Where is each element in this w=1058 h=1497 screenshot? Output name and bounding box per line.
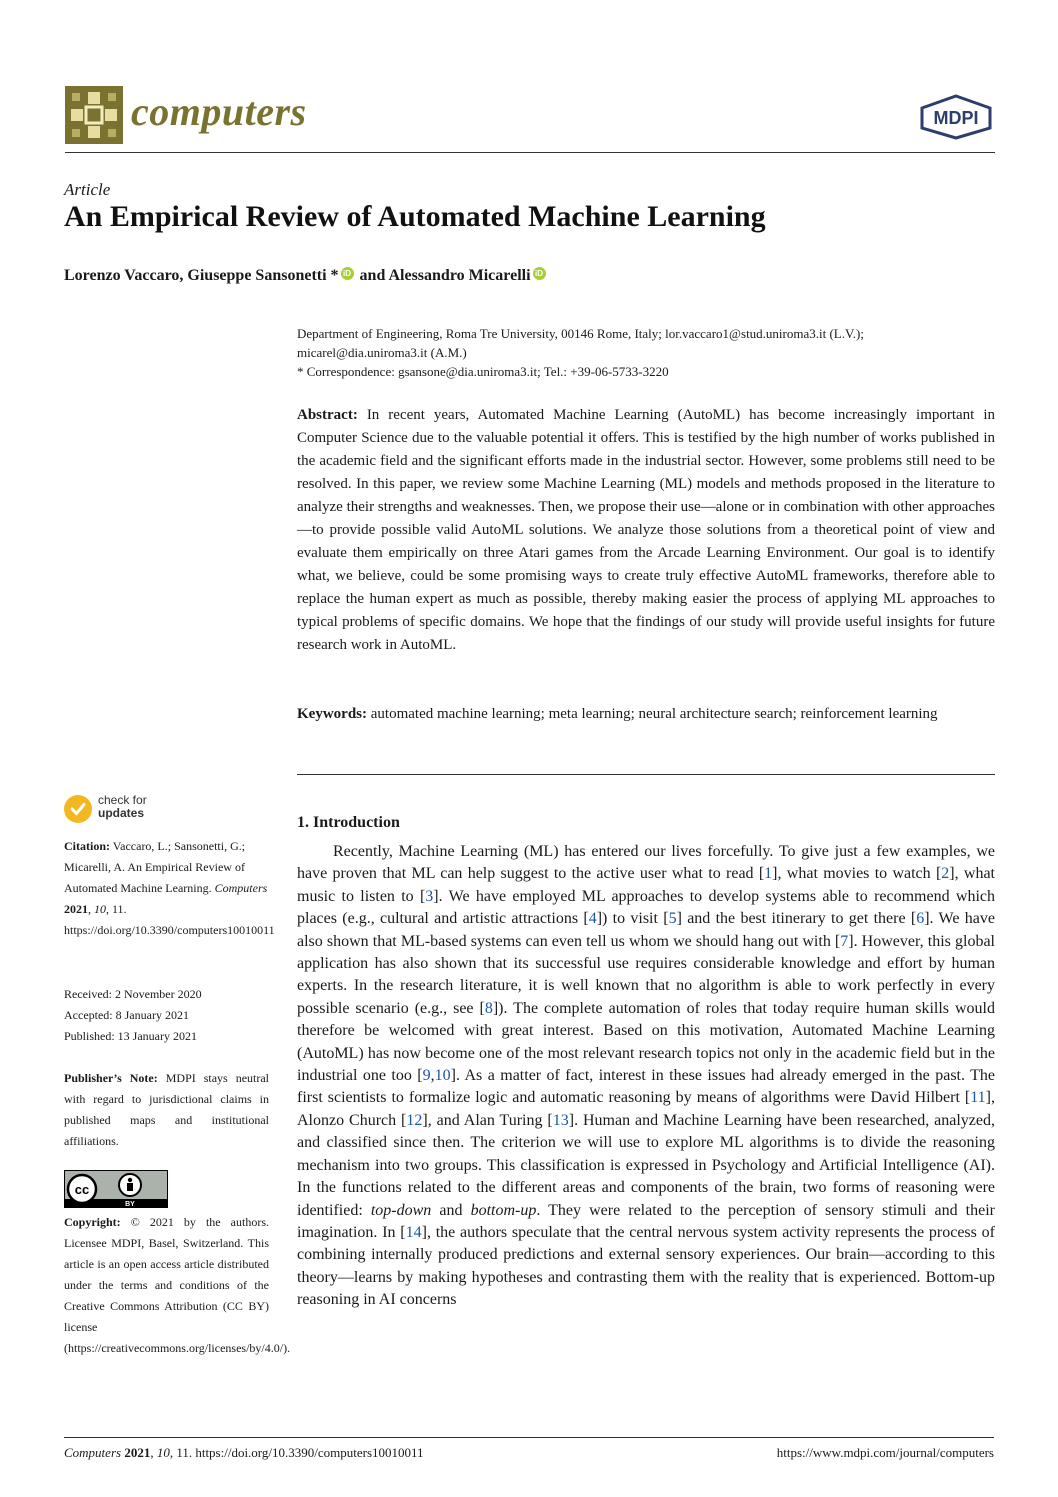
journal-name: computers xyxy=(131,89,307,134)
citation-journal: Computers xyxy=(214,881,268,895)
citation-doi[interactable]: , 11. https://doi.org/10.3390/computers10010011 xyxy=(64,902,275,937)
journal-logo xyxy=(65,86,123,144)
citation-link[interactable]: 12 xyxy=(406,1111,423,1129)
citation-link[interactable]: 7 xyxy=(840,932,849,950)
intro-text: , xyxy=(430,1067,435,1085)
citation-link[interactable]: 13 xyxy=(552,1111,569,1129)
intro-text: and xyxy=(431,1201,471,1219)
intro-text: ], and Alan Turing [ xyxy=(422,1111,553,1129)
copyright-block xyxy=(64,1212,291,1359)
citation-block: Citation: Vaccaro, L.; Sansonetti, G.; Micarelli, A. An Empirical Review of Automated Machine Learning. Computers 2021, 10, 11. https://doi.org/10.3390/computers10010011 xyxy=(64,839,275,937)
correspondence: * Correspondence: gsansone@dia.uniroma3.it; Tel.: +39-06-5733-3220 xyxy=(297,364,669,379)
publisher-name: MDPI xyxy=(933,108,979,128)
footer-citation: Computers 2021, 10, 11. https://doi.org/10.3390/computers10010011 xyxy=(64,1445,424,1460)
citation-text: Vaccaro, L.; Sansonetti, G.; Micarelli, A. An Empirical Review of Automated Machine Learning. xyxy=(64,839,246,895)
published-date: Published: 13 January 2021 xyxy=(64,1029,197,1043)
header-divider xyxy=(65,152,995,153)
check-for-updates-button[interactable] xyxy=(64,793,174,825)
intro-emphasis: bottom-up xyxy=(470,1201,537,1219)
citation-link[interactable]: 8 xyxy=(484,999,493,1017)
footer-journal-url[interactable]: https://www.mdpi.com/journal/computers xyxy=(776,1445,994,1460)
intro-text: ]) to visit [ xyxy=(596,910,669,928)
intro-text: Recently, Machine Learning (ML) has entered our lives forcefully. To give just a few examples, we have proven that ML can help suggest to the active user what to read [ xyxy=(297,843,995,883)
pubnote-text: MDPI stays neutral with regard to jurisdictional claims in published maps and institutional affiliations. xyxy=(64,1071,270,1148)
citation-link[interactable]: 9 xyxy=(422,1067,431,1085)
intro-text: ], what movies to watch [ xyxy=(772,865,942,883)
intro-text: ]. Human and Machine Learning have been researched, analyzed, and classified since then. The criterion we will use to explore ML algorithms is to divide the reasoning mechanism into two groups. This classification is expressed in Psychology and Artificial Intelligence (AI). In the functions related to the different areas and components of the brain, two forms of reasoning were identified: xyxy=(297,1111,996,1219)
author-names-2: and Alessandro Micarelli xyxy=(359,267,531,284)
intro-text: ]). The complete automation of roles that today require human skills would therefore be welcomed with great interest. Based on this motivation, Automated Machine Learning (AutoML) has now become one of the most relevant research topics not only in the academic field but in the industrial one too [ xyxy=(297,999,995,1085)
footer-year: 2021 xyxy=(124,1445,151,1460)
checkmark-icon xyxy=(64,795,92,823)
citation-link[interactable]: 6 xyxy=(916,910,925,928)
intro-text: ]. We have employed ML approaches to develop systems able to recommend which places (e.g., cultural and artistic attractions [ xyxy=(297,887,995,928)
orcid-icon[interactable]: iD xyxy=(533,267,546,280)
introduction-paragraph xyxy=(297,841,995,1312)
intro-emphasis: top-down xyxy=(370,1201,432,1219)
pubnote-label: Publisher’s Note: xyxy=(64,1071,158,1085)
copyright-label: Copyright: xyxy=(64,1215,121,1229)
citation-link[interactable]: 4 xyxy=(588,910,597,928)
footer-volume: 10 xyxy=(156,1445,170,1460)
citation-link[interactable]: 10 xyxy=(434,1067,451,1085)
cc-by-icon xyxy=(65,1171,167,1207)
accepted-date: Accepted: 8 January 2021 xyxy=(64,1008,189,1022)
intro-text: . They were related to the perception of sensory stimuli and their imagination. In [ xyxy=(297,1201,995,1241)
footer-doi[interactable]: , 11. https://doi.org/10.3390/computers10010011 xyxy=(169,1445,424,1460)
copyright-text: © 2021 by the authors. Licensee MDPI, Basel, Switzerland. This article is an open access article distributed under the terms and conditions of the Creative Commons Attribution (CC BY) license (https://creativecommons.org/licenses/by/4.0/). xyxy=(64,1215,291,1355)
svg-text:BY: BY xyxy=(125,1201,135,1207)
received-date: Received: 2 November 2020 xyxy=(64,987,202,1001)
intro-text: ]. We have also shown that ML-based systems can even tell us whom we should hang out with [ xyxy=(297,910,995,950)
mdpi-logo xyxy=(918,94,994,140)
abstract-label: Abstract: xyxy=(297,407,358,423)
citation-label: Citation: xyxy=(64,839,110,853)
mdpi-logo-icon xyxy=(918,94,994,140)
abstract-text: In recent years, Automated Machine Learning (AutoML) has become increasingly important in Computer Science due to the valuable potential it offers. This is testified by the high number of works published in the academic field and the significant efforts made in the industrial sector. However, some problems still need to be resolved. In this paper, we review some Machine Learning (ML) models and methods proposed in the literature to analyze their strengths and weaknesses. Then, we propose their use—alone or in combination with other approaches—to provide possible valid AutoML solutions. We analyze those solutions from a theoretical point of view and evaluate them empirically on three Atari games from the Arcade Learning Environment. Our goal is to identify what, we believe, could be some promising ways to create truly effective AutoML frameworks, therefore able to replace the human expert as much as possible, thereby making easier the process of applying ML approaches to typical problems of specific domains. We hope that the findings of our study will provide useful insights for future research work in AutoML. xyxy=(297,407,995,653)
footer-journal: Computers xyxy=(64,1445,122,1460)
intro-text: ], what music to listen to [ xyxy=(297,865,996,905)
affiliation: Department of Engineering, Roma Tre University, 00146 Rome, Italy; lor.vaccaro1@stud.uniroma3.it (L.V.); micarel@dia.uniroma3.it (A.M.) xyxy=(297,326,864,360)
citation-year: 2021 xyxy=(64,902,88,916)
article-type: Article xyxy=(64,180,111,199)
check-updates-line2: updates xyxy=(98,806,145,820)
intro-text: ] and the best itinerary to get there [ xyxy=(676,910,917,928)
intro-text: ]. However, this global application has also shown that its successful use requires considerable knowledge and effort by human experts. In the research literature, it is well known that no algorithm is able to work perfectly in every possible scenario (e.g., see [ xyxy=(297,932,995,1017)
keywords-text: automated machine learning; meta learning; neural architecture search; reinforcement learning xyxy=(370,706,938,722)
citation-link[interactable]: 5 xyxy=(668,910,677,928)
cc-by-license-badge[interactable] xyxy=(64,1170,168,1208)
citation-link[interactable]: 1 xyxy=(764,865,773,883)
section-heading-introduction: 1. Introduction xyxy=(297,814,400,831)
citation-link[interactable]: 3 xyxy=(425,887,434,905)
journal-logo-icon xyxy=(65,86,123,144)
citation-link[interactable]: 2 xyxy=(941,865,950,883)
citation-link[interactable]: 14 xyxy=(405,1223,422,1241)
keywords xyxy=(297,703,995,726)
intro-text: ]. As a matter of fact, interest in these issues had already emerged in the past. The first scientists to formalize logic and automatic reasoning by means of algorithms were David Hilbert [ xyxy=(297,1067,996,1107)
citation-volume: 10 xyxy=(94,902,106,916)
author-list xyxy=(64,267,548,285)
keywords-label: Keywords: xyxy=(297,706,367,722)
publisher-note xyxy=(64,1068,269,1152)
orcid-icon[interactable]: iD xyxy=(341,267,354,280)
author-names-1: Lorenzo Vaccaro, Giuseppe Sansonetti * xyxy=(64,267,339,284)
publication-dates xyxy=(64,984,269,1047)
intro-text: ], the authors speculate that the central nervous system activity represents the process of combining internally produced predictions and external sensory experiences. Our brain—according to this theory—learns by making hypotheses and contrasting them with the reality that is experienced. Bottom-up reasoning in AI concerns xyxy=(297,1223,995,1309)
check-updates-line1: check for xyxy=(98,793,147,807)
abstract xyxy=(297,404,995,657)
intro-text: ], Alonzo Church [ xyxy=(297,1089,995,1129)
svg-text:cc: cc xyxy=(74,1182,90,1197)
citation-link[interactable]: 11 xyxy=(970,1089,986,1107)
footer-divider xyxy=(64,1437,994,1438)
paper-title: An Empirical Review of Automated Machine Learning xyxy=(64,200,766,233)
abstract-divider xyxy=(297,774,995,775)
